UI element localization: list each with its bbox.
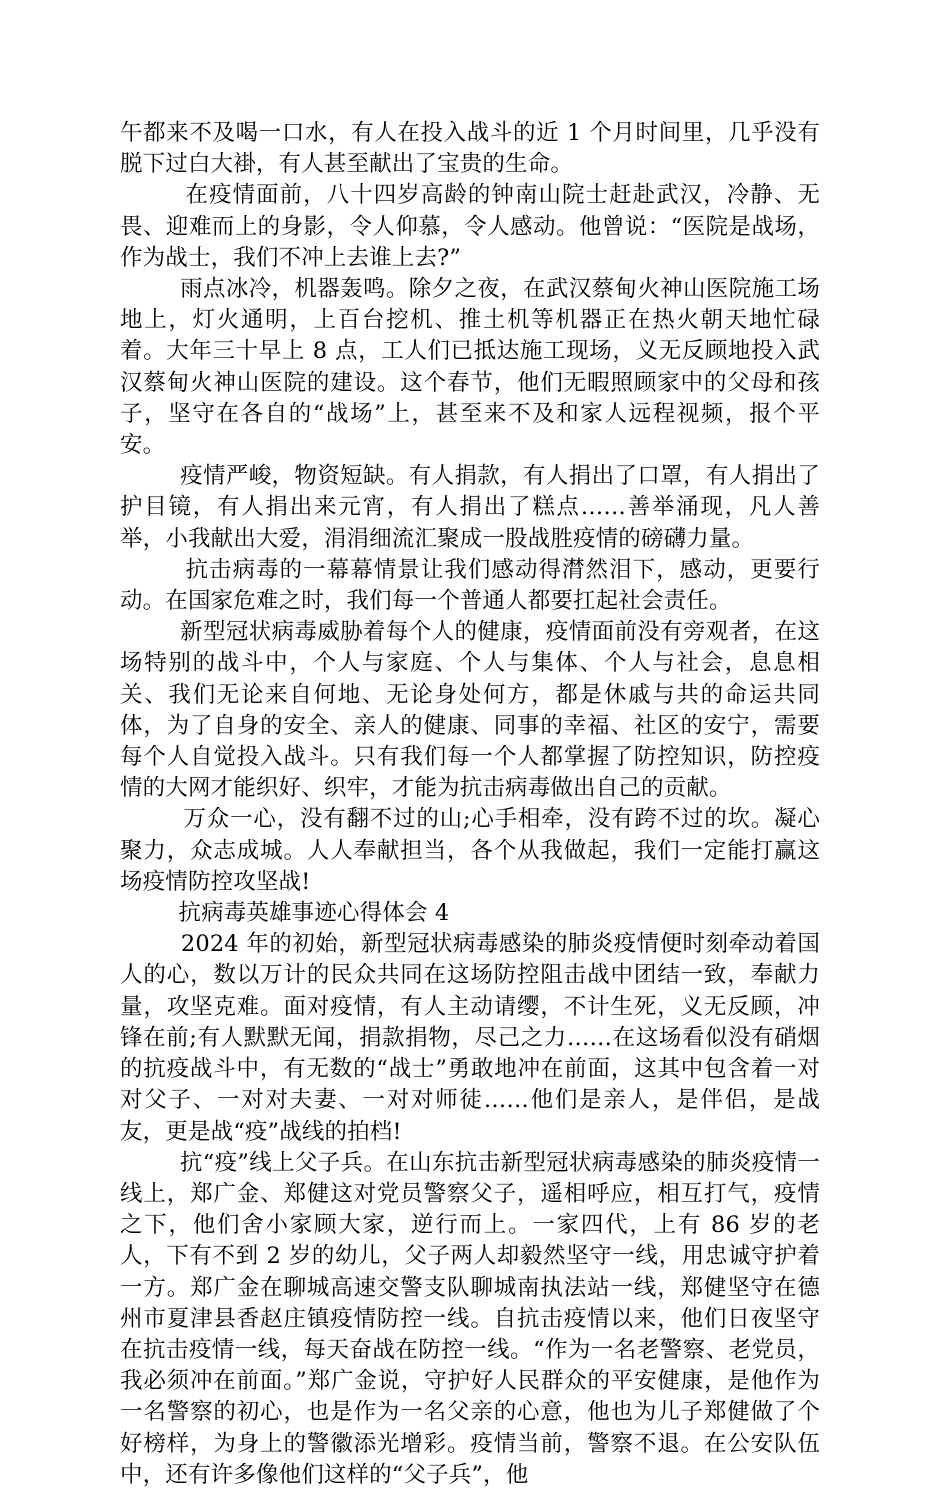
paragraph: 抗“疫”线上父子兵。在山东抗击新型冠状病毒感染的肺炎疫情一线上，郑广金、郑健这对党员警察父子，遥相呼应，相互打气，疫情之下，他们舍小家顾大家，逆行而上。一家四代，上有 86 岁的老人，下有不到 2 岁的幼儿，父子两人却毅然坚守一线，用忠诚守护着一方。郑广金在聊城高速交警支队聊城南执法站一线，郑健坚守在德州市夏津县香赵庄镇疫情防控一线。自抗击疫情以来，他们日夜坚守在抗击疫情一线，每天奋战在防控一线。“作为一名老警察、老党员，我必须冲在前面。”郑广金说，守护好人民群众的平安健康，是他作为一名警察的初心，也是作为一名父亲的心意，他也为儿子郑健做了个好榜样，为身上的警徽添光增彩。疫情当前，警察不退。在公安队伍中，还有许多像他们这样的“父子兵”，他 (120, 1149, 821, 1488)
paragraph: 午都来不及喝一口水，有人在投入战斗的近 1 个月时间里，几乎没有脱下过白大褂，有人甚至献出了宝贵的生命。 (120, 120, 820, 178)
paragraph: 疫情严峻，物资短缺。有人捐款，有人捐出了口罩，有人捐出了护目镜，有人捐出来元宵，有人捐出了糕点……善举涌现，凡人善举，小我献出大爱，涓涓细流汇聚成一股战胜疫情的磅礴力量。 (120, 463, 820, 552)
paragraph: 在疫情面前，八十四岁高龄的钟南山院士赶赴武汉，冷静、无畏、迎难而上的身影，令人仰慕，令人感动。他曾说：“医院是战场，作为战士，我们不冲上去谁上去?” (120, 182, 820, 271)
section-heading: 抗病毒英雄事迹心得体会 4 (120, 900, 450, 927)
paragraph: 抗击病毒的一幕幕情景让我们感动得潸然泪下，感动，更要行动。在国家危难之时，我们每一个普通人都要扛起社会责任。 (120, 556, 820, 615)
paragraph: 新型冠状病毒威胁着每个人的健康，疫情面前没有旁观者，在这场特别的战斗中，个人与家庭、个人与集体、个人与社会，息息相关、我们无论来自何地、无论身处何方，都是休戚与共的命运共同体，为了自身的安全、亲人的健康、同事的幸福、社区的安宁，需要每个人自觉投入战斗。只有我们每一个人都掌握了防控知识，防控疫情的大网才能织好、织牢，才能为抗击病毒做出自己的贡献。 (120, 619, 820, 802)
paragraph: 万众一心，没有翻不过的山;心手相牵，没有跨不过的坎。凝心聚力，众志成城。人人奉献担当，各个从我做起，我们一定能打赢这场疫情防控攻坚战! (120, 806, 820, 895)
paragraph: 雨点冰冷，机器轰鸣。除夕之夜，在武汉蔡甸火神山医院施工场地上，灯火通明，上百台挖机、推土机等机器正在热火朝天地忙碌着。大年三十早上 8 点，工人们已抵达施工现场，义无反顾地投入武汉蔡甸火神山医院的建设。这个春节，他们无暇照顾家中的父母和孩子，坚守在各自的“战场”上，甚至来不及和家人远程视频，报个平安。 (120, 276, 820, 459)
document-body (120, 118, 820, 1491)
paragraph: 2024 年的初始，新型冠状病毒感染的肺炎疫情便时刻牵动着国人的心，数以万计的民众共同在这场防控阻击战中团结一致，奉献力量，攻坚克难。面对疫情，有人主动请缨，不计生死，义无反顾，冲锋在前;有人默默无闻，捐款捐物，尽己之力……在这场看似没有硝烟的抗疫战斗中，有无数的“战士”勇敢地冲在前面，这其中包含着一对对父子、一对对夫妻、一对对师徒……他们是亲人，是伴侣，是战友，更是战“疫”战线的拍档! (120, 931, 820, 1145)
